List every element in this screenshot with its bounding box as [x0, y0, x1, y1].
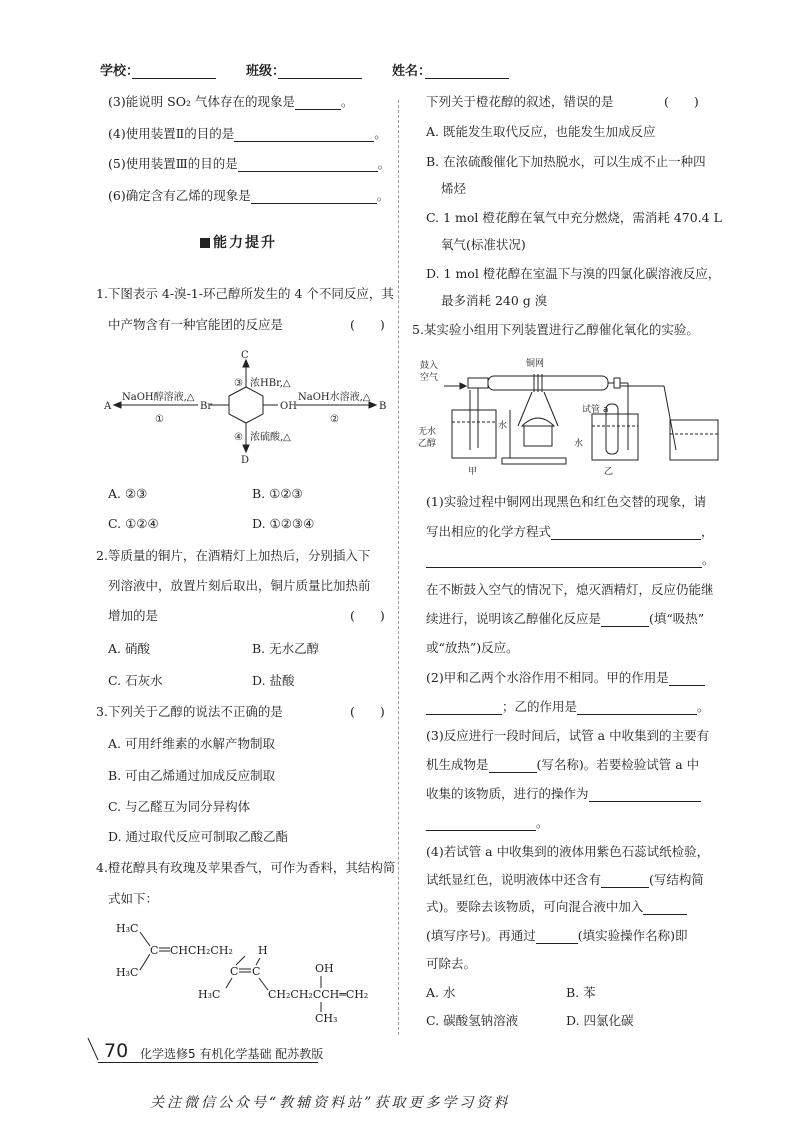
structural-formula — [110, 918, 395, 1030]
q2-line1: (2)甲和乙两个水浴作用不相同。甲的作用是 — [426, 670, 705, 686]
p4-line1: 4.橙花醇具有玫瑰及苹果香气，可作为香料，其结构简 — [96, 860, 396, 875]
q3r-line2: 机生成物是 (写名称)。若要检验试管 a 中 — [426, 757, 700, 772]
q4-text: (4)使用装置Ⅱ的目的是 。 — [108, 126, 387, 141]
p2-answer-paren[interactable]: ( ) — [350, 608, 385, 623]
tube-a-label: 试管 a — [582, 405, 609, 415]
cyclohexane-ring — [229, 387, 263, 423]
product-b: B — [379, 401, 387, 412]
q6-blank[interactable] — [251, 191, 377, 204]
q4-option-a[interactable]: A. 水 — [426, 985, 456, 1000]
reaction-2-num: ② — [330, 414, 339, 425]
reaction-3-num: ③ — [234, 378, 243, 389]
c-right: C — [252, 965, 261, 978]
book-title: 化学选修5 有机化学基础 配苏教版 — [140, 1047, 324, 1061]
water-label-1: 水 — [498, 421, 508, 431]
p2-option-d[interactable]: D. 盐酸 — [252, 673, 295, 688]
q4-blank[interactable] — [234, 129, 374, 142]
c-left: C — [230, 965, 239, 978]
q4r-line2: 试纸显红色，说明液体中还含有 (写结构简 — [426, 872, 704, 887]
p2-line2: 列溶液中，放置片刻后取出，铜片质量比加热前 — [108, 578, 371, 593]
q2-blank-3[interactable] — [577, 702, 697, 715]
p3-answer-paren[interactable]: ( ) — [350, 704, 385, 719]
p1-option-a[interactable]: A. ②③ — [108, 486, 148, 501]
q4r-blank-1[interactable] — [601, 875, 649, 888]
product-a: A — [104, 401, 112, 412]
h-atom: H — [258, 944, 268, 957]
p3-option-a[interactable]: A. 可用纤维素的水解产物制取 — [108, 736, 275, 751]
column-divider — [398, 100, 399, 1035]
ethanol-label-2: 乙醇 — [418, 439, 437, 449]
q4-option-c[interactable]: C. 碳酸氢钠溶液 — [426, 1013, 519, 1028]
q3r-line3: 收集的该物质，进行的操作为 — [426, 786, 701, 802]
p2-line3: 增加的是 — [108, 608, 159, 623]
q4r-line5: 可除去。 — [426, 956, 477, 971]
q3r-blank-3[interactable] — [426, 818, 536, 831]
p3-option-c[interactable]: C. 与乙醛互为同分异构体 — [108, 799, 251, 814]
school-blank[interactable] — [132, 78, 216, 79]
c-double: C — [150, 944, 159, 957]
name-blank[interactable] — [425, 78, 509, 79]
q4-option-d[interactable]: D. 四氯化碳 — [566, 1013, 634, 1028]
p4-option-b[interactable]: B. 在浓硫酸催化下加热脱水，可以生成不止一种四 — [426, 154, 706, 169]
water-trough — [670, 420, 718, 460]
p4-option-c-cont: 氧气(标准状况) — [441, 237, 526, 252]
p5-line1: 5.某实验小组用下列装置进行乙醇催化氧化的实验。 — [412, 322, 699, 337]
q3-blank[interactable] — [295, 97, 341, 110]
air-label-1: 鼓入 — [420, 361, 439, 371]
q3-text: (3)能说明 SO₂ 气体存在的现象是 。 — [108, 94, 354, 109]
p1-answer-paren[interactable]: ( ) — [350, 317, 385, 332]
reaction-tube — [488, 376, 608, 390]
class-label: 班级： — [246, 64, 286, 79]
p2-option-b[interactable]: B. 无水乙醇 — [252, 641, 320, 656]
p2-option-a[interactable]: A. 硝酸 — [108, 641, 150, 656]
jia-label: 甲 — [468, 467, 478, 477]
p1-option-b[interactable]: B. ①②③ — [252, 486, 303, 501]
p1-option-c[interactable]: C. ①②④ — [108, 516, 159, 531]
footer-rule — [98, 1062, 318, 1063]
p1-line1: 1.下图表示 4-溴-1-环己醇所发生的 4 个不同反应，其 — [96, 286, 394, 301]
q4r-blank-2[interactable] — [643, 902, 687, 915]
p4-answer-paren[interactable]: ( ) — [664, 94, 699, 109]
p1-option-d[interactable]: D. ①②③④ — [252, 516, 315, 531]
q2-blank-1[interactable] — [669, 673, 705, 686]
p2-option-c[interactable]: C. 石灰水 — [108, 673, 163, 688]
q4r-line1: (4)若试管 a 中收集到的液体用紫色石蕊试纸检验， — [426, 844, 710, 859]
apparatus-diagram — [414, 350, 724, 480]
p4-option-c[interactable]: C. 1 mol 橙花醇在氧气中充分燃烧，需消耗 470.4 L — [426, 210, 722, 225]
footer-note: 关注微信公众号“教辅资料站”获取更多学习资料 — [150, 1095, 511, 1111]
product-c: C — [241, 350, 249, 361]
section-title: 能力提升 — [200, 232, 277, 252]
p1-line2: 中产物含有一种官能团的反应是 — [108, 317, 284, 332]
h3c-top: H₃C — [116, 922, 139, 935]
q3r-blank-1[interactable] — [489, 760, 537, 773]
q1-line5: 续进行，说明该乙醇催化反应是 (填“吸热” — [426, 611, 705, 626]
reaction-4-num: ④ — [234, 432, 243, 443]
h3c-mid: H₃C — [116, 966, 139, 979]
q6-text: (6)确定含有乙烯的现象是 。 — [108, 188, 390, 203]
q2-blank-2[interactable] — [426, 702, 502, 715]
reaction-2-cond: NaOH水溶液,△ — [298, 392, 371, 403]
reaction-4-cond: 浓硫酸,△ — [250, 432, 291, 443]
water-label-2: 水 — [574, 439, 584, 449]
air-label-2: 空气 — [420, 373, 439, 383]
reaction-3-cond: 浓HBr,△ — [250, 378, 291, 389]
p4-option-b-cont: 烯烃 — [441, 181, 467, 196]
oh-group-struct: OH — [315, 962, 334, 975]
q1-line4: 在不断鼓入空气的情况下，熄灭酒精灯，反应仍能继 — [426, 582, 714, 597]
q3r-blank-2[interactable] — [589, 789, 701, 802]
q5-text: (5)使用装置Ⅲ的目的是 。 — [108, 156, 391, 171]
oh-group: OH — [280, 401, 297, 412]
jia-beaker — [452, 410, 496, 458]
q1-line3: 。 — [426, 552, 715, 568]
q4r-blank-3[interactable] — [536, 931, 578, 944]
section-icon — [200, 238, 210, 248]
class-blank[interactable] — [278, 78, 362, 79]
q1-blank-2[interactable] — [426, 555, 702, 568]
p3-option-b[interactable]: B. 可由乙烯通过加成反应制取 — [108, 768, 276, 783]
q1-line2: 写出相应的化学方程式 ， — [426, 524, 714, 539]
p4-option-d-cont: 最多消耗 240 g 溴 — [441, 293, 548, 308]
q4r-line3: 式)。要除去该物质，可向混合液中加入 — [426, 899, 687, 915]
chain-1: CHCH₂CH₂ — [170, 944, 233, 957]
br-group: Br — [200, 401, 213, 412]
school-label: 学校： — [100, 64, 140, 79]
q4-option-b[interactable]: B. 苯 — [566, 985, 596, 1000]
reaction-1-cond: NaOH醇溶液,△ — [122, 392, 195, 403]
q1-blank-3[interactable] — [601, 614, 649, 627]
footer-slash — [86, 1036, 100, 1062]
p4-option-a[interactable]: A. 既能发生取代反应，也能发生加成反应 — [426, 124, 656, 139]
q3r-line4: 。 — [426, 815, 549, 831]
p2-line1: 2.等质量的铜片，在酒精灯上加热后，分别插入下 — [96, 548, 371, 563]
p4-option-d[interactable]: D. 1 mol 橙花醇在室温下与溴的四氯化碳溶液反应， — [426, 266, 721, 281]
p3-line1: 3.下列关于乙醇的说法不正确的是 — [96, 704, 283, 719]
product-d: D — [241, 455, 250, 466]
p4-line2: 式如下： — [108, 891, 159, 906]
q5-blank[interactable] — [238, 159, 378, 172]
ch3-group: CH₃ — [315, 1012, 338, 1025]
ethanol-label-1: 无水 — [418, 427, 437, 437]
name-label: 姓名： — [392, 64, 432, 79]
q1-line1: (1)实验过程中铜网出现黑色和红色交替的现象，请 — [426, 494, 707, 509]
reaction-diagram — [100, 350, 400, 466]
cu-mesh-label: 铜网 — [526, 359, 545, 369]
yi-label: 乙 — [604, 467, 614, 477]
q1-blank-1[interactable] — [551, 527, 701, 540]
q1-line6: 或“放热”)反应。 — [426, 640, 519, 655]
q4r-line4: (填写序号)。再通过 (填实验操作名称)即 — [426, 928, 688, 943]
q3r-line1: (3)反应进行一段时间后，试管 a 中收集到的主要有 — [426, 728, 710, 743]
p4c-line1: 下列关于橙花醇的叙述，错误的是 — [426, 94, 614, 109]
chain-2: CH₂CH₂CCH═CH₂ — [268, 988, 369, 1001]
p3-option-d[interactable]: D. 通过取代反应可制取乙酸乙酯 — [108, 829, 289, 844]
h3c-low: H₃C — [198, 988, 221, 1001]
page-number: 70 — [104, 1040, 129, 1062]
q2-line2: ；乙的作用是 。 — [426, 699, 710, 715]
reaction-1-num: ① — [155, 414, 164, 425]
